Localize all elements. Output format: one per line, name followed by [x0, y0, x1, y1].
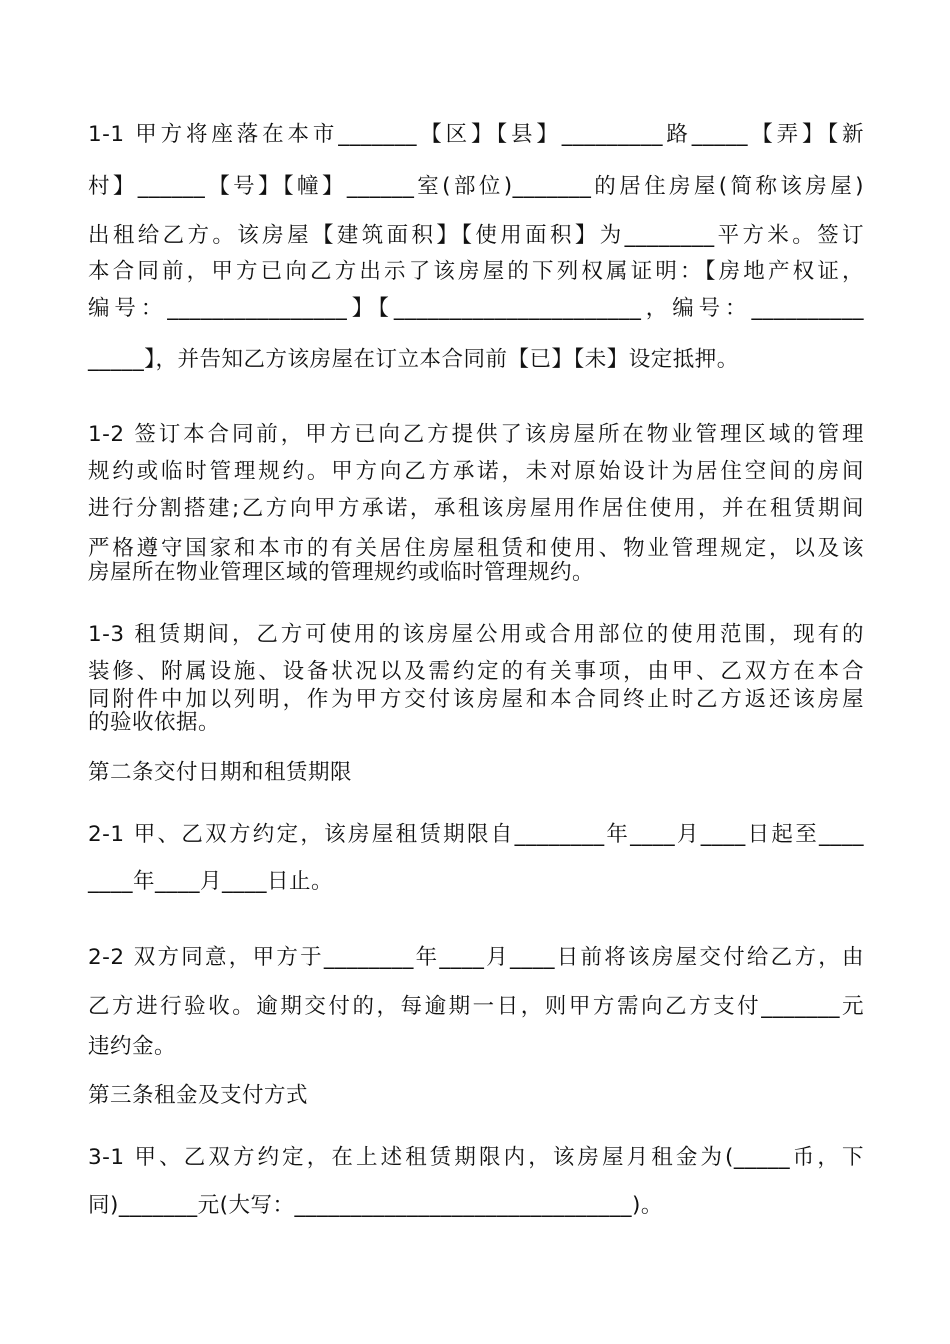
clause-3-1-line-2: 同)_______元(大写：______________________________)。: [88, 1193, 663, 1218]
clause-2-2-line-3: 违约金。: [88, 1034, 177, 1059]
clause-1-2-line-2: 规约或临时管理规约。甲方向乙方承诺，未对原始设计为居住空间的房间: [88, 459, 864, 484]
clause-1-3-line-2: 装修、附属设施、设备状况以及需约定的有关事项，由甲、乙双方在本合: [88, 659, 864, 684]
clause-1-1-line-2: 村】______【号】【幢】______室(部位)_______的居住房屋(简称该房屋): [88, 174, 864, 199]
clause-1-1-line-3: 出租给乙方。该房屋【建筑面积】【使用面积】为________平方米。签订: [88, 223, 864, 248]
clause-1-1-line-6: _____】，并告知乙方该房屋在订立本合同前【已】【未】设定抵押。: [88, 347, 739, 372]
clause-1-2-line-4: 严格遵守国家和本市的有关居住房屋租赁和使用、物业管理规定，以及该: [88, 536, 864, 561]
clause-2-2-line-1: 2-2 双方同意，甲方于________年____月____日前将该房屋交付给乙方，由: [88, 945, 864, 970]
clause-2-2-line-2: 乙方进行验收。逾期交付的，每逾期一日，则甲方需向乙方支付_______元: [88, 994, 864, 1019]
clause-1-1-line-1: 1-1 甲方将座落在本市_______【区】【县】_________路_____【弄】【新: [88, 122, 864, 147]
clause-3-1-line-1: 3-1 甲、乙双方约定，在上述租赁期限内，该房屋月租金为(_____币，下: [88, 1145, 864, 1170]
clause-2-1-line-1: 2-1 甲、乙双方约定，该房屋租赁期限自________年____月____日起至____: [88, 822, 864, 847]
clause-1-3-line-3: 同附件中加以列明，作为甲方交付该房屋和本合同终止时乙方返还该房屋: [88, 687, 864, 712]
clause-1-2-line-1: 1-2 签订本合同前，甲方已向乙方提供了该房屋所在物业管理区域的管理: [88, 422, 864, 447]
clause-1-1-line-4: 本合同前，甲方已向乙方出示了该房屋的下列权属证明：【房地产权证，: [88, 259, 864, 284]
section-heading-3: 第三条租金及支付方式: [88, 1083, 309, 1108]
clause-1-1-line-5: 编号：________________】【______________________，编号：__________: [88, 296, 864, 321]
section-heading-2: 第二条交付日期和租赁期限: [88, 760, 353, 785]
clause-1-2-line-3: 进行分割搭建;乙方向甲方承诺，承租该房屋用作居住使用，并在租赁期间: [88, 496, 864, 521]
clause-1-3-line-4: 的验收依据。: [88, 710, 221, 735]
clause-1-3-line-1: 1-3 租赁期间，乙方可使用的该房屋公用或合用部位的使用范围，现有的: [88, 622, 864, 647]
clause-1-2-line-5: 房屋所在物业管理区域的管理规约或临时管理规约。: [88, 560, 595, 585]
clause-2-1-line-2: ____年____月____日止。: [88, 869, 334, 894]
